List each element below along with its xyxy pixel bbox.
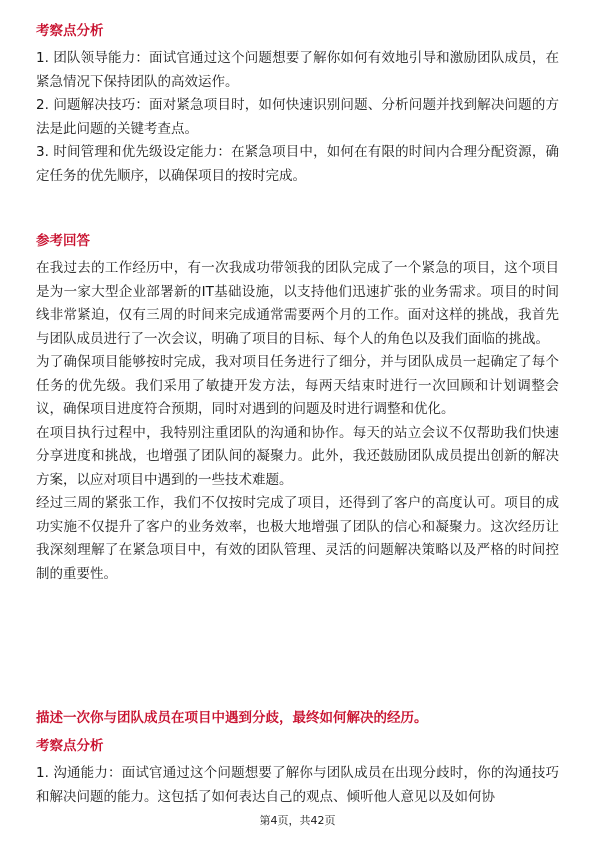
answer-paragraph: 在项目执行过程中，我特别注重团队的沟通和协作。每天的站立会议不仅帮助我们快速分享进度和挑战，也增强了团队间的凝聚力。此外，我还鼓励团队成员提出创新的解决方案，以应对项目中遇到的一些技术难题。 xyxy=(36,424,559,488)
analysis-heading: 考察点分析 xyxy=(36,738,104,754)
question-title: 描述一次你与团队成员在项目中遇到分歧，最终如何解决的经历。 xyxy=(36,710,428,726)
analysis-item: 1. 团队领导能力：面试官通过这个问题想要了解你如何有效地引导和激励团队成员，在紧急情况下保持团队的高效运作。 xyxy=(36,50,559,90)
answer-paragraph: 经过三周的紧张工作，我们不仅按时完成了项目，还得到了客户的高度认可。项目的成功实施不仅提升了客户的业务效率，也极大地增强了团队的信心和凝聚力。这次经历让我深刻理解了在紧急项目中，有效的团队管理、灵活的问题解决策略以及严格的时间控制的重要性。 xyxy=(36,495,559,582)
analysis-list xyxy=(36,762,559,809)
analysis-heading: 考察点分析 xyxy=(36,23,104,39)
analysis-item: 2. 问题解决技巧：面对紧急项目时，如何快速识别问题、分析问题并找到解决问题的方法是此问题的关键考查点。 xyxy=(36,97,559,137)
analysis-list xyxy=(36,47,559,188)
page-number-footer: 第4页，共42页 xyxy=(259,814,336,827)
analysis-item: 1. 沟通能力：面试官通过这个问题想要了解你与团队成员在出现分歧时，你的沟通技巧和解决问题的能力。这包括了如何表达自己的观点、倾听他人意见以及如何协 xyxy=(36,765,559,805)
reference-answer-body xyxy=(36,257,559,586)
answer-paragraph: 在我过去的工作经历中，有一次我成功带领我的团队完成了一个紧急的项目，这个项目是为一家大型企业部署新的IT基础设施，以支持他们迅速扩张的业务需求。项目的时间线非常紧迫，仅有三周的时间来完成通常需要两个月的工作。面对这样的挑战，我首先与团队成员进行了一次会议，明确了项目的目标、每个人的角色以及我们面临的挑战。 xyxy=(36,260,559,347)
reference-answer-heading: 参考回答 xyxy=(36,233,90,249)
answer-paragraph: 为了确保项目能够按时完成，我对项目任务进行了细分，并与团队成员一起确定了每个任务的优先级。我们采用了敏捷开发方法，每两天结束时进行一次回顾和计划调整会议，确保项目进度符合预期，同时对遇到的问题及时进行调整和优化。 xyxy=(36,354,559,417)
analysis-item: 3. 时间管理和优先级设定能力：在紧急项目中，如何在有限的时间内合理分配资源，确定任务的优先顺序，以确保项目的按时完成。 xyxy=(36,144,559,184)
